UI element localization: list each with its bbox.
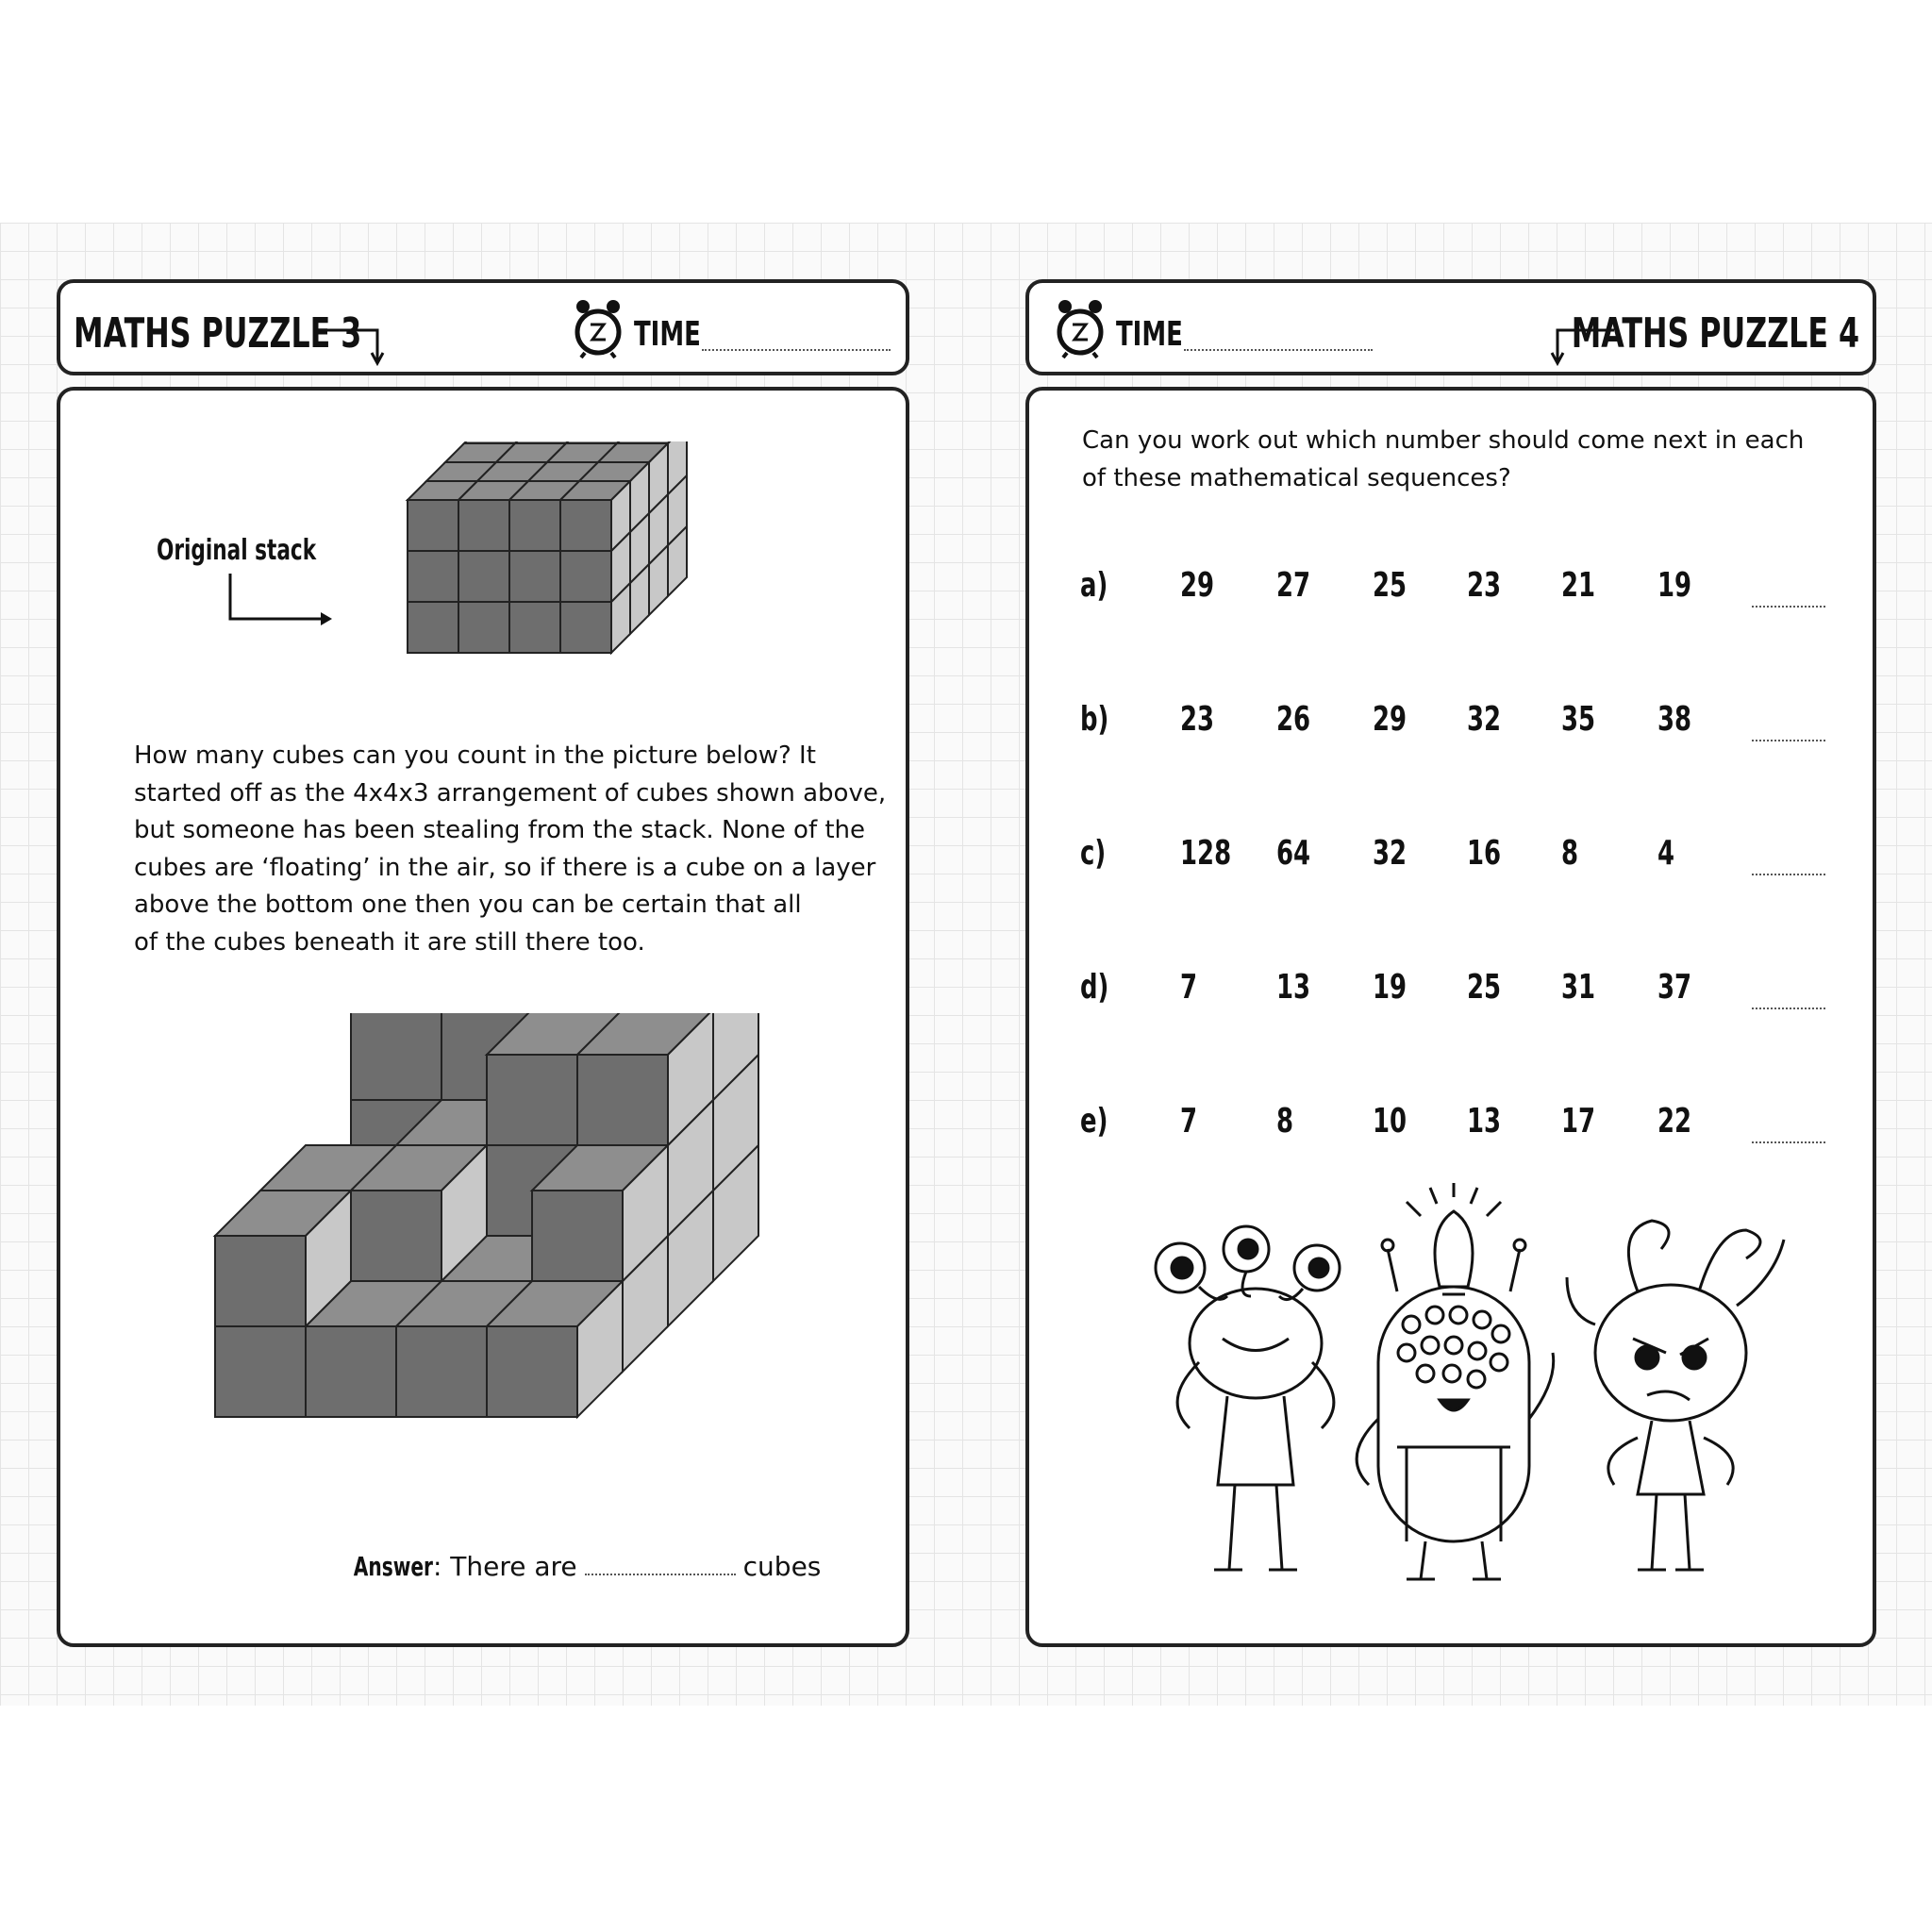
alien-left-body — [1190, 1289, 1322, 1398]
sequence-row — [1029, 1102, 1873, 1149]
sequence-row — [1029, 566, 1873, 613]
sequence-number: 25 — [1467, 968, 1502, 1007]
sequence-number: 21 — [1561, 566, 1596, 605]
sequence-number: 10 — [1373, 1102, 1407, 1141]
cube-front-face — [408, 551, 458, 602]
sequence-number: 22 — [1657, 1102, 1692, 1141]
alarm-clock-icon — [1052, 296, 1108, 358]
arrow-down-right-icon — [319, 319, 385, 366]
sequence-number: 32 — [1467, 700, 1502, 739]
cube-front-face — [396, 1326, 487, 1417]
cube-stack-puzzle-image — [192, 1013, 777, 1485]
answer-field[interactable] — [585, 1574, 736, 1575]
puzzle-3-time-label: TIME — [634, 315, 701, 354]
sequence-number: 8 — [1561, 834, 1579, 873]
sequence-number: 13 — [1467, 1102, 1502, 1141]
sequence-number: 29 — [1373, 700, 1407, 739]
cube-front-face — [458, 551, 509, 602]
sequence-number: 7 — [1180, 1102, 1198, 1141]
sequence-number: 7 — [1180, 968, 1198, 1007]
cube-front-face — [509, 551, 560, 602]
puzzle-3-question: How many cubes can you count in the picture below? It started off as the 4x4x3 arrangement of cubes shown above, but someone has been stealing from the stack. None of the cubes are ‘floating’ in the air, so if there is a cube on a layer above the bottom one then you can be certain that all of the cubes beneath it are still there too. — [134, 741, 887, 957]
sequence-number: 19 — [1657, 566, 1692, 605]
sequence-number: 4 — [1657, 834, 1675, 873]
cube-front-face — [408, 602, 458, 653]
cube-front-face — [487, 1055, 577, 1145]
sequence-answer-field[interactable] — [1752, 1141, 1825, 1143]
cube-front-face — [458, 602, 509, 653]
puzzle-3-answer: Answer: There are cubes — [353, 1551, 822, 1582]
cube-front-face — [306, 1326, 396, 1417]
original-stack-image — [343, 441, 721, 706]
sequence-answer-field[interactable] — [1752, 874, 1825, 875]
sequence-number: 8 — [1276, 1102, 1294, 1141]
sequence-row — [1029, 700, 1873, 747]
puzzle-4-time-field[interactable] — [1184, 349, 1373, 351]
alarm-clock-icon — [570, 296, 626, 358]
puzzle-3-time-field[interactable] — [702, 349, 891, 351]
arrow-to-stack-icon — [226, 572, 340, 634]
cube-front-face — [560, 551, 611, 602]
puzzle-4-header — [1025, 279, 1876, 375]
sequence-number: 29 — [1180, 566, 1215, 605]
sequence-number: 23 — [1180, 700, 1215, 739]
sequence-number: 38 — [1657, 700, 1692, 739]
cube-front-face — [509, 500, 560, 551]
cube-front-face — [408, 500, 458, 551]
puzzle-3-title: MATHS PUZZLE 3 — [74, 309, 362, 358]
sequence-number: 19 — [1373, 968, 1407, 1007]
cube-front-face — [458, 500, 509, 551]
puzzle-4-title: MATHS PUZZLE 4 — [1571, 309, 1859, 358]
sequence-number: 64 — [1276, 834, 1311, 873]
cube-front-face — [351, 1191, 441, 1281]
sequence-answer-field[interactable] — [1752, 1008, 1825, 1009]
sequence-label: b) — [1080, 700, 1109, 739]
puzzle-4-panel — [1025, 387, 1876, 1647]
cube-front-face — [577, 1055, 668, 1145]
puzzle-3-panel — [57, 387, 909, 1647]
sequence-answer-field[interactable] — [1752, 606, 1825, 608]
puzzle-4-question: Can you work out which number should come next in each of these mathematical sequences? — [1082, 426, 1805, 492]
cube-front-face — [532, 1191, 623, 1281]
sequence-number: 25 — [1373, 566, 1407, 605]
cube-front-face — [560, 500, 611, 551]
sequence-label: e) — [1080, 1102, 1108, 1141]
sequence-row — [1029, 968, 1873, 1015]
aliens-illustration — [1124, 1174, 1803, 1589]
original-stack-label: Original stack — [157, 534, 317, 567]
alien-middle-body — [1378, 1287, 1529, 1541]
alien-right-head — [1595, 1285, 1746, 1421]
cube-front-face — [215, 1236, 306, 1326]
cube-front-face — [509, 602, 560, 653]
sequence-label: d) — [1080, 968, 1109, 1007]
sequence-number: 13 — [1276, 968, 1311, 1007]
sequence-number: 27 — [1276, 566, 1311, 605]
sequence-row — [1029, 834, 1873, 881]
sequence-label: c) — [1080, 834, 1107, 873]
sequence-label: a) — [1080, 566, 1108, 605]
puzzle-4-time-label: TIME — [1116, 315, 1183, 354]
cube-front-face — [215, 1326, 306, 1417]
sequence-number: 32 — [1373, 834, 1407, 873]
cube-front-face — [487, 1326, 577, 1417]
sequence-number: 16 — [1467, 834, 1502, 873]
puzzle-3-header — [57, 279, 909, 375]
sequence-number: 37 — [1657, 968, 1692, 1007]
answer-label: Answer — [353, 1551, 433, 1582]
sequence-number: 26 — [1276, 700, 1311, 739]
sequence-answer-field[interactable] — [1752, 740, 1825, 741]
sequence-number: 31 — [1561, 968, 1596, 1007]
sequence-number: 128 — [1180, 834, 1232, 873]
sequence-number: 23 — [1467, 566, 1502, 605]
lightbulb-icon — [1435, 1211, 1473, 1287]
cube-front-face — [560, 602, 611, 653]
sequence-number: 17 — [1561, 1102, 1596, 1141]
sequence-number: 35 — [1561, 700, 1596, 739]
cube-front-face — [351, 1013, 441, 1100]
